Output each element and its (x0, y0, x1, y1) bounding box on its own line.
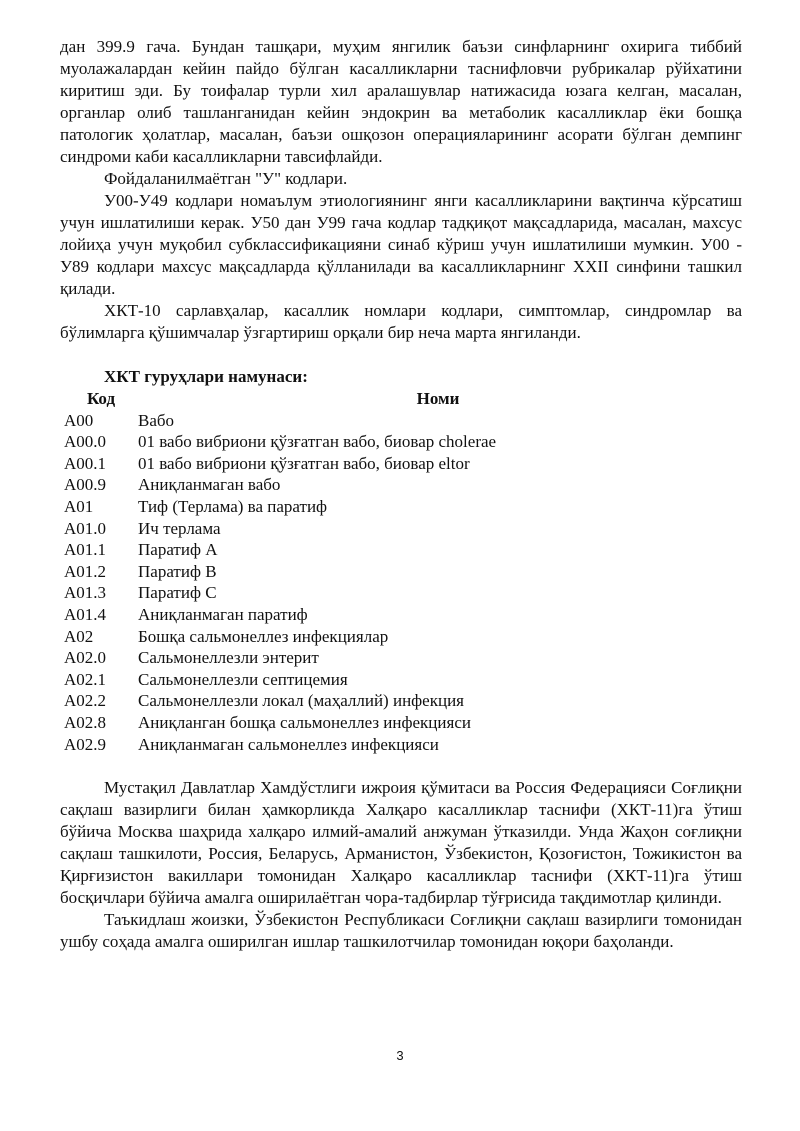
table-row (64, 431, 738, 453)
cell-name: Сальмонеллезли энтерит (138, 648, 319, 668)
paragraph-continuation: дан 399.9 гача. Бундан ташқари, муҳим янгилик баъзи синфларнинг охирига тиббий муолажалардан кейин пайдо бўлган касалликларни таснифловчи рубрикалар рўйхатини киритиш эди. Бу тоифалар турли хил аралашувлар натижасида юзага келган, масалан, органлар олиб ташланганидан кейин эндокрин ва метаболик касалликлар ёки бошқа патологик ҳолатлар, масалан, баъзи ошқозон операцияларининг асорати бўлган демпинг синдроми каби касалликларни тавсифлайди. (60, 37, 742, 166)
paragraph-ministry-evaluation: Таъкидлаш жоизки, Ўзбекистон Республикаси Соғлиқни сақлаш вазирлиги томонидан ушбу соҳада амалга оширилган ишлар ташкилотчилар томонидан юқори баҳоланди. (60, 910, 742, 952)
table-row (64, 474, 738, 496)
cell-name: Паратиф В (138, 561, 217, 581)
cell-name: Вабо (138, 410, 175, 430)
cell-code: A01.0 (64, 518, 107, 538)
cell-name: Тиф (Терлама) ва паратиф (138, 496, 328, 516)
table-row (64, 712, 738, 734)
cell-name: 01 вабо вибриони қўзғатган вабо, биовар cholerae (138, 432, 497, 452)
table-row (64, 496, 738, 518)
cell-name: Паратиф А (138, 540, 218, 560)
paragraph-moscow-conference: Мустақил Давлатлар Хамдўстлиги ижроия қўмитаси ва Россия Федерацияси Соғлиқни сақлаш вазирлиги билан ҳамкорликда Халқаро касалликлар таснифи (ХКТ-11)га ўтиш бўйича Москва шаҳрида халқаро илмий-амалий анжуман ўтказилди. Унда Жаҳон соғлиқни сақлаш ташкилоти, Россия, Беларусь, Арманистон, Ўзбекистон, Қозоғистон, Тожикистон ва Қирғизистон вакиллари томонидан Халқаро касалликлар таснифи (ХКТ-11)га ўтиш босқичлари бўйича амалга оширилаётган чора-тадбирлар тўғрисида тақдимотлар қилинди. (60, 778, 742, 908)
table-header-row (64, 388, 738, 410)
cell-code: A02 (64, 626, 94, 646)
cell-name: Ич терлама (138, 518, 221, 538)
cell-name: Аниқланмаган вабо (138, 475, 281, 495)
table-row (64, 647, 738, 669)
cell-code: A02.2 (64, 691, 107, 711)
cell-name: Бошқа сальмонеллез инфекциялар (138, 626, 389, 646)
table-heading: ХКТ гуруҳлари намунаси: (104, 367, 308, 386)
cell-code: A00.0 (64, 432, 107, 452)
cell-code: A01 (64, 496, 94, 516)
cell-name: Аниқланмаган сальмонеллез инфекцияси (138, 734, 439, 754)
cell-code: A01.1 (64, 540, 107, 560)
cell-name: Аниқланмаган паратиф (138, 604, 308, 624)
cell-code: A00.1 (64, 453, 107, 473)
cell-name: Паратиф С (138, 583, 217, 603)
table-row (64, 410, 738, 432)
paragraph-unused-codes-title: Фойдаланилмаётган "У" кодлари. (104, 169, 348, 188)
table-row (64, 582, 738, 604)
table-row (64, 690, 738, 712)
table-row (64, 453, 738, 475)
table-row (64, 518, 738, 540)
document-page (60, 36, 742, 953)
table-row (64, 669, 738, 691)
cell-code: A00 (64, 410, 94, 430)
cell-name: Сальмонеллезли септицемия (138, 669, 348, 689)
paragraph-icd10-updates: ХКТ-10 сарлавҳалар, касаллик номлари кодлари, симптомлар, синдромлар ва бўлимларга қўшимчалар ўзгартириш орқали бир неча марта янгиланди. (60, 301, 742, 342)
column-header-code: Код (86, 389, 116, 408)
cell-code: A02.8 (64, 712, 107, 732)
cell-code: A00.9 (64, 475, 107, 495)
page-number: 3 (396, 1048, 404, 1063)
icd-groups-table (64, 388, 738, 755)
cell-name: Аниқланган бошқа сальмонеллез инфекцияси (138, 712, 471, 732)
table-row (64, 561, 738, 583)
cell-code: A02.1 (64, 669, 107, 689)
table-row (64, 539, 738, 561)
table-row (64, 604, 738, 626)
paragraph-u-codes: У00-У49 кодлари номаълум этиологиянинг янги касалликларини вақтинча кўрсатиш учун ишлатилиши керак. У50 дан У99 гача кодлар тадқиқот мақсадларида, масалан, махсус лойиҳа учун муқобил субклассификацияни синаб кўриш учун ишлатилиши мумкин. У00 - У89 кодлари махсус мақсадларда қўлланилади ва касалликларнинг XXII синфини ташкил қилади. (60, 191, 742, 298)
cell-code: A02.0 (64, 648, 107, 668)
cell-code: A01.4 (64, 604, 107, 624)
cell-name: Сальмонеллезли локал (маҳаллий) инфекция (138, 691, 464, 711)
cell-code: A01.3 (64, 583, 107, 603)
column-header-name: Номи (416, 389, 460, 408)
table-row (64, 626, 738, 648)
cell-name: 01 вабо вибриони қўзғатган вабо, биовар eltor (138, 453, 470, 473)
table-row (64, 734, 738, 756)
cell-code: A01.2 (64, 561, 107, 581)
cell-code: A02.9 (64, 734, 107, 754)
